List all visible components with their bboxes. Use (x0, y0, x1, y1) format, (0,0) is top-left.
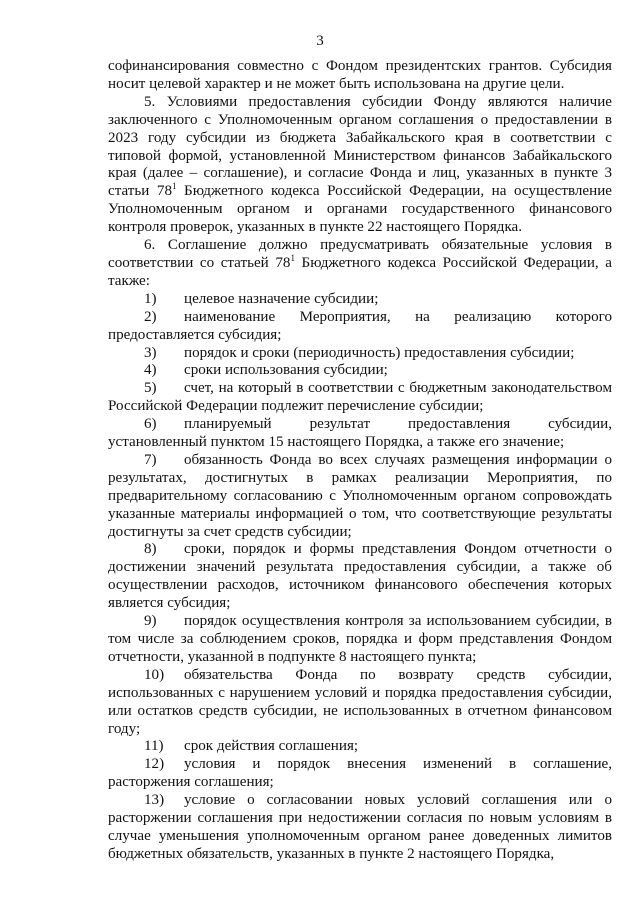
list-item-number: 11) (144, 738, 164, 755)
list-item-text: планируемый результат предоставления субсидии, установленный пунктом 15 настоящего Порядка, а также его значение; (108, 416, 612, 451)
list-item (108, 613, 612, 667)
list-item-number: 3) (144, 344, 157, 361)
list-item (108, 541, 612, 613)
list-item-number: 2) (144, 308, 157, 325)
list-item (108, 738, 612, 756)
list-item-text: порядок и сроки (периодичность) предоставления субсидии; (184, 344, 575, 361)
list-item-number: 9) (144, 613, 157, 630)
list-item-text: условия и порядок внесения изменений в соглашение, расторжения соглашения; (108, 756, 612, 791)
paragraph-5-text-a: 5. Условиями предоставления субсидии Фонду являются наличие заключенного с Уполномоченным органом соглашения о предоставлении в 2023 году субсидии из бюджета Забайкальского края в соответствии с типовой формой, установленной Министерством финансов Забайкальского края (далее – соглашение), и согласие Фонда и лиц, указанных в пункте 3 статьи 78 (108, 93, 612, 200)
document-body (108, 58, 612, 864)
list-item-text: наименование Мероприятия, на реализацию которого предоставляется субсидия; (108, 308, 612, 343)
list-item (108, 756, 612, 792)
intro-paragraph: софинансирования совместно с Фондом президентских грантов. Субсидия носит целевой характер и не может быть использована на другие цели. (108, 58, 612, 92)
list-item-number: 13) (144, 792, 165, 809)
list-item-number: 7) (144, 451, 157, 468)
list-item-text: сроки, порядок и формы представления Фондом отчетности о достижении значений результата предоставления субсидии, а также об осуществлении расходов, источником финансового обеспечения которых является субсидия; (108, 541, 612, 612)
list-item (108, 345, 612, 363)
list-item-text: сроки использования субсидии; (184, 362, 388, 379)
paragraph-5-superscript: 1 (172, 181, 177, 192)
list-item-number: 4) (144, 362, 157, 379)
list-item-number: 10) (144, 666, 165, 683)
list-item-text: обязанность Фонда во всех случаях размещения информации о результатах, достигнутых в рамках реализации Мероприятия, по предварительному согласованию с Уполномоченным органом сопровождать указанные материалы информацией о том, что соответствующие результаты достигнуты за счет средств субсидии; (108, 451, 612, 540)
list-item-text: счет, на который в соответствии с бюджетным законодательством Российской Федерации подлежит перечисление субсидии; (108, 380, 612, 415)
page-number: 3 (316, 33, 324, 49)
list-item (108, 309, 612, 345)
paragraph-6-text-a: 6. Соглашение должно предусматривать обязательные условия в соответствии со статьей 78 (108, 237, 612, 271)
paragraph-5 (108, 94, 612, 237)
list-item-text: обязательства Фонда по возврату средств субсидии, использованных с нарушением условий и порядка предоставления субсидии, или остатков средств субсидии, не использованных в отчетном финансовом году; (108, 666, 612, 737)
paragraph-6-text-b: Бюджетного кодекса Российской Федерации, а также: (108, 254, 612, 289)
list-item-number: 12) (144, 756, 165, 773)
paragraph-5-text-b: Бюджетного кодекса Российской Федерации, на осуществление Уполномоченным органом и органами государственного финансового контроля проверок, указанных в пункте 22 настоящего Порядка. (108, 183, 612, 236)
list-item-text: целевое назначение субсидии; (184, 290, 379, 307)
paragraph-6-superscript: 1 (290, 252, 295, 263)
list-item (108, 362, 612, 380)
list-item-number: 1) (144, 290, 157, 307)
list-item (108, 416, 612, 452)
list-item-text: условие о согласовании новых условий соглашения или о расторжении соглашения при недостижении согласия по новым условиям в случае уменьшения уполномоченным органом ранее доведенных лимитов бюджетных обязательств, указанных в пункте 2 настоящего Порядка, (108, 792, 612, 862)
list-item (108, 291, 612, 309)
list-item (108, 667, 612, 739)
paragraph-6 (108, 237, 612, 291)
list-item-number: 6) (144, 416, 157, 433)
list-item (108, 452, 612, 542)
list-item-text: срок действия соглашения; (184, 738, 359, 755)
list-item (108, 792, 612, 864)
list-item-text: порядок осуществления контроля за использованием субсидии, в том числе за соблюдением сроков, порядка и форм представления Фондом отчетности, указанной в подпункте 8 настоящего пункта; (108, 613, 612, 665)
list-item-number: 8) (144, 541, 157, 558)
list-item (108, 380, 612, 416)
list-item-number: 5) (144, 380, 157, 397)
